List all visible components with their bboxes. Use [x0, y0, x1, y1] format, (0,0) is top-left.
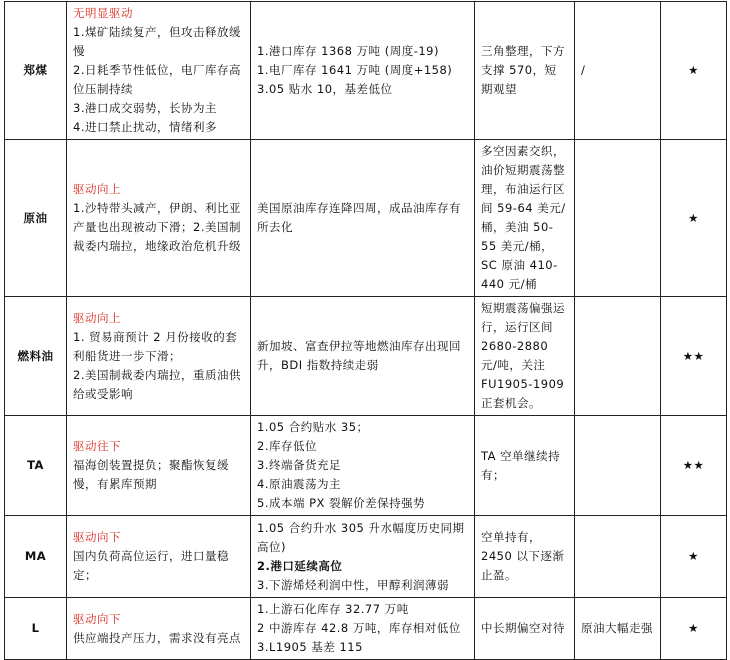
- driver-label: 驱动向下: [73, 611, 121, 626]
- strategy-cell: 三角整理，下方支撑 570，短期观望: [475, 2, 575, 140]
- data-line: 3.05 贴水 10，基差低位: [257, 82, 393, 96]
- logic-line: 供应端投产压力，需求没有亮点: [73, 630, 241, 645]
- data-line: 2.港口延续高位: [257, 558, 343, 573]
- rating-stars: ★★: [661, 297, 727, 416]
- strategy-cell: 中长期偏空对待: [475, 598, 575, 660]
- rating-stars: ★: [661, 516, 727, 598]
- logic-cell: [67, 2, 251, 140]
- judge-cell: [575, 140, 661, 297]
- data-line: 3.L1905 基差 115: [257, 640, 363, 654]
- strategy-cell: 多空因素交织，油价短期震荡整理，布油运行区间 59-64 美元/桶，美油 50-55 美元/桶，SC 原油 410-440 元/桶: [475, 140, 575, 297]
- data-line: 2.库存低位: [257, 439, 317, 453]
- data-line: 新加坡、富查伊拉等地燃油库存出现回升，BDI 指数持续走弱: [257, 339, 461, 372]
- table-row: [5, 2, 727, 140]
- strategy-cell: 短期震荡偏强运行，运行区间 2680-2880 元/吨，关注 FU1905-1909 正套机会。: [475, 297, 575, 416]
- data-line: 3.下游烯烃利润中性，甲醇利润薄弱: [257, 577, 449, 592]
- commodity-name: 燃料油: [5, 297, 67, 416]
- logic-line: 1.沙特带头减产，伊朗、利比亚产量也出现被动下滑；2.美国制裁委内瑞拉，地缘政治危机升级: [73, 201, 241, 253]
- data-line: 4.原油震荡为主: [257, 477, 341, 491]
- logic-line: 2.美国制裁委内瑞拉，重质油供给或受影响: [73, 367, 241, 401]
- data-cell: [251, 2, 475, 140]
- data-line: 1.上游石化库存 32.77 万吨: [257, 602, 409, 616]
- commodity-analysis-table: [4, 1, 727, 660]
- logic-line: 国内负荷高位运行，进口量稳定；: [73, 549, 229, 582]
- commodity-name: MA: [5, 516, 67, 598]
- logic-line: 1. 贸易商预计 2 月份接收的套利船货进一步下滑；: [73, 329, 238, 363]
- driver-label: 驱动向上: [73, 310, 121, 325]
- rating-stars: ★: [661, 2, 727, 140]
- logic-cell: [67, 297, 251, 416]
- rating-stars: ★: [661, 140, 727, 297]
- data-line: 5.成本端 PX 裂解价差保持强势: [257, 496, 426, 510]
- data-line: 1.电厂库存 1641 万吨 (周度+158): [257, 63, 453, 77]
- strategy-cell: 空单持有，2450 以下逐渐止盈。: [475, 516, 575, 598]
- data-line: 3.终端备货充足: [257, 458, 341, 472]
- strategy-cell: TA 空单继续持有；: [475, 416, 575, 516]
- logic-line: 福海创装置提负；聚酯恢复缓慢，有累库预期: [73, 458, 229, 491]
- commodity-name: L: [5, 598, 67, 660]
- judge-cell: /: [575, 2, 661, 140]
- data-line: 2 中游库存 42.8 万吨，库存相对低位: [257, 621, 461, 635]
- logic-line: 4.进口禁止扰动，情绪利多: [73, 120, 217, 134]
- table-row: [5, 516, 727, 598]
- rating-stars: ★★: [661, 416, 727, 516]
- logic-line: 1.煤矿陆续复产，但攻击释放缓慢: [73, 25, 241, 58]
- logic-line: 3.港口成交弱势，长协为主: [73, 101, 217, 115]
- logic-cell: [67, 416, 251, 516]
- judge-cell: 原油大幅走强: [575, 598, 661, 660]
- driver-label: 驱动向下: [73, 530, 121, 544]
- data-line: 1.05 合约升水 305 升水幅度历史同期高位): [257, 520, 465, 554]
- data-cell: [251, 598, 475, 660]
- data-cell: [251, 140, 475, 297]
- data-line: 美国原油库存连降四周，成品油库存有所去化: [257, 201, 461, 234]
- driver-label: 驱动往下: [73, 439, 121, 453]
- commodity-name: 原油: [5, 140, 67, 297]
- judge-cell: [575, 297, 661, 416]
- logic-cell: [67, 140, 251, 297]
- commodity-name: TA: [5, 416, 67, 516]
- data-cell: [251, 416, 475, 516]
- table-row: [5, 297, 727, 416]
- rating-stars: ★: [661, 598, 727, 660]
- table-row: [5, 598, 727, 660]
- data-cell: [251, 297, 475, 416]
- table-row: [5, 140, 727, 297]
- logic-cell: [67, 598, 251, 660]
- driver-label: 无明显驱动: [73, 6, 133, 20]
- logic-cell: [67, 516, 251, 598]
- judge-cell: [575, 516, 661, 598]
- data-line: 1.05 合约贴水 35；: [257, 420, 369, 434]
- commodity-name: 郑煤: [5, 2, 67, 140]
- judge-cell: [575, 416, 661, 516]
- data-line: 1.港口库存 1368 万吨 (周度-19): [257, 44, 439, 58]
- driver-label: 驱动向上: [73, 182, 121, 196]
- table-row: [5, 416, 727, 516]
- data-cell: [251, 516, 475, 598]
- logic-line: 2.日耗季节性低位，电厂库存高位压制持续: [73, 63, 241, 96]
